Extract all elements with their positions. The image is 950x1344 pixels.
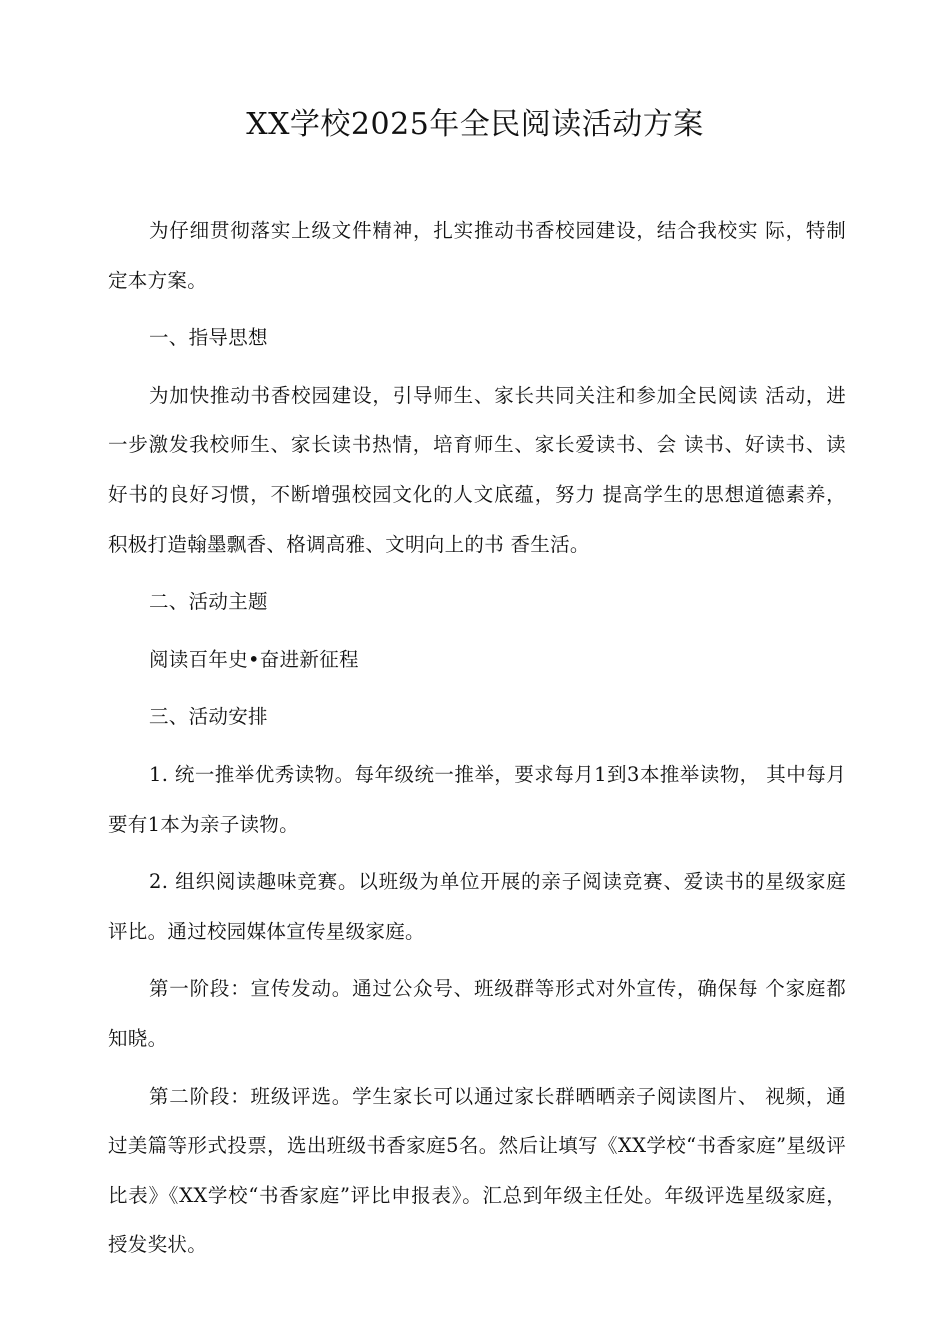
document-title: XX学校2025年全民阅读活动方案: [246, 107, 704, 142]
stage-two-paragraph: 第二阶段：班级评选。学生家长可以通过家长群晒晒亲子阅读图片、 视频，通过美篇等形式投票，选出班级书香家庭5名。然后让填写《XX学校“书香家庭”星级评比表》《XX学校“书香家庭”评比申报表》。汇总到年级主任处。年级评选星级家庭，授发奖状。: [108, 1084, 846, 1257]
guiding-ideology-paragraph: 为加快推动书香校园建设，引导师生、家长共同关注和参加全民阅读 活动，进一步激发我校师生、家长读书热情，培育师生、家长爱读书、会 读书、好读书、读好书的良好习惯，不断增强校园文化的人文底蕴，努力 提高学生的思想道德素养，积极打造翰墨飘香、格调高雅、文明向上的书 香生活。: [108, 383, 846, 556]
arrangement-item-1: 1. 统一推举优秀读物。每年级统一推举，要求每月1到3本推举读物， 其中每月要有1本为亲子读物。: [108, 762, 846, 836]
section-heading-activity-arrangement: 三、活动安排: [149, 705, 268, 729]
intro-paragraph: 为仔细贯彻落实上级文件精神，扎实推动书香校园建设，结合我校实 际，特制定本方案。: [108, 219, 846, 292]
activity-theme-text: 阅读百年史•奋进新征程: [149, 647, 359, 671]
stage-one-paragraph: 第一阶段：宣传发动。通过公众号、班级群等形式对外宣传，确保每 个家庭都知晓。: [108, 977, 846, 1050]
section-heading-guiding-ideology: 一、指导思想: [149, 326, 268, 350]
document-body: [108, 206, 846, 1278]
arrangement-item-2: 2. 组织阅读趣味竞赛。以班级为单位开展的亲子阅读竞赛、爱读书的星级家庭评比。通过校园媒体宣传星级家庭。: [108, 870, 846, 943]
section-heading-activity-theme: 二、活动主题: [149, 590, 268, 614]
